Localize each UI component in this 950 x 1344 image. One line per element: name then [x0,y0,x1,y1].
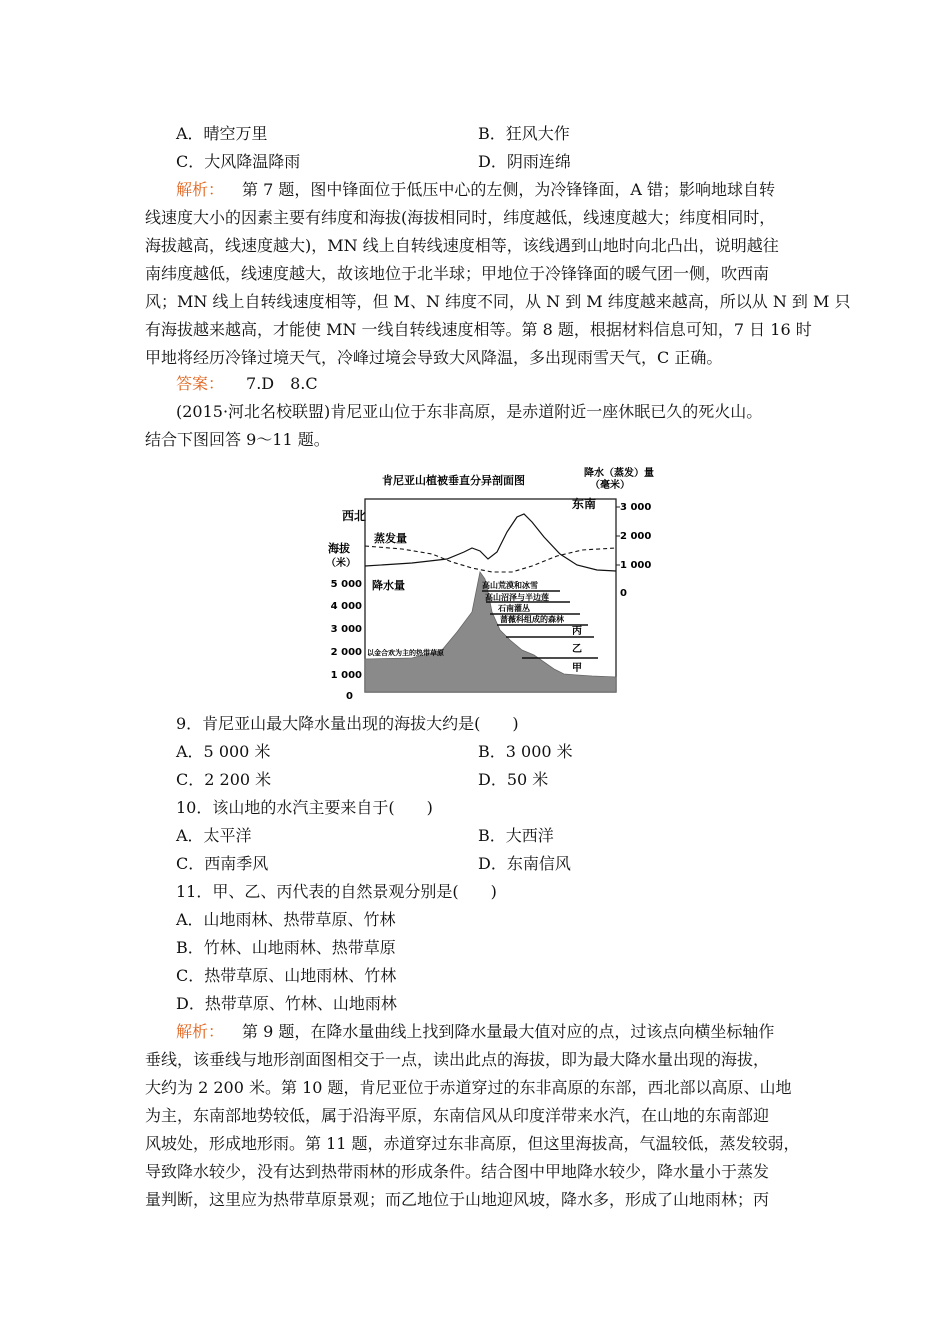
analysis-1-first-line [176,180,775,200]
answer-1 [176,374,318,394]
zone-label: 甲 [572,663,582,674]
q10-option-c: C．西南季风 [176,854,269,873]
q11-option-d: D．热带草原、竹林、山地雨林 [176,994,397,1013]
zone-label: 蔷薇科组成的森林 [500,615,564,624]
analysis-2-line: 大约为 2 200 米。第 10 题，肯尼亚位于赤道穿过的东非高原的东部，西北部以高原、山地 [145,1078,792,1097]
left-tick: 1 000 [330,670,362,681]
q10-option-a: A．太平洋 [176,826,252,845]
analysis-1-line: 第 7 题，图中锋面位于低压中心的左侧，为冷锋锋面，A 错；影响地球自转 [242,180,776,199]
intro-line-2: 结合下图回答 9～11 题。 [145,430,330,449]
zone-label: 高山沼泽与半边莲 [485,593,549,602]
left-axis-title: 海拔 [328,542,350,555]
left-tick: 5 000 [330,579,362,590]
q11-stem: 11．甲、乙、丙代表的自然景观分别是( ) [176,882,497,901]
northwest-label: 西北 [342,509,367,523]
figure-title: 肯尼亚山植被垂直分异剖面图 [382,474,525,487]
q11-option-a: A．山地雨林、热带草原、竹林 [176,910,396,929]
left-tick: 4 000 [330,601,362,612]
q9-stem: 9．肯尼亚山最大降水量出现的海拔大约是( ) [176,714,519,733]
analysis-1-line: 有海拔越来越高，才能使 MN 一线自转线速度相等。第 8 题，根据材料信息可知，7 日 16 时 [145,320,812,339]
q8-option-b: B．狂风大作 [478,124,570,143]
precipitation-label: 降水量 [372,579,405,592]
q9-option-d: D．50 米 [478,770,549,789]
analysis-1-line: 南纬度越低，线速度越大，故该地位于北半球；甲地位于冷锋锋面的暖气团一侧，吹西南 [145,264,770,283]
evaporation-curve [365,546,616,572]
analysis-1-label: 解析： [176,180,225,199]
zone-label: 乙 [572,644,582,655]
right-tick: 3 000 [620,502,652,513]
q8-option-d: D．阴雨连绵 [478,152,571,171]
right-tick: 1 000 [620,560,652,571]
analysis-2-line: 导致降水较少，没有达到热带雨林的形成条件。结合图中甲地降水较少，降水量小于蒸发 [145,1162,770,1181]
analysis-2-line: 垂线，该垂线与地形剖面图相交于一点，读出此点的海拔，即为最大降水量出现的海拔， [145,1050,770,1069]
southeast-label: 东南 [572,497,597,511]
analysis-2-label: 解析： [176,1022,225,1041]
q11-option-b: B．竹林、山地雨林、热带草原 [176,938,396,957]
q8-option-a: A．晴空万里 [176,124,268,143]
analysis-2-line: 第 9 题，在降水量曲线上找到降水量最大值对应的点，过该点向横坐标轴作 [242,1022,775,1041]
left-tick: 2 000 [330,647,362,658]
q9-option-a: A．5 000 米 [176,742,271,761]
analysis-1-line: 风；MN 线上自转线速度相等，但 M、N 纬度不同，从 N 到 M 纬度越来越高，所以从 N 到 M 只 [145,292,851,311]
left-tick: 0 [346,691,353,702]
right-tick: 0 [620,588,627,599]
zone-label: 丙 [572,626,582,637]
q10-option-b: B．大西洋 [478,826,554,845]
vertical-zonation-diagram [322,462,654,704]
left-axis-unit: （米） [326,558,356,569]
right-axis-title: 降水（蒸发）量 [584,468,654,479]
intro-line-1: (2015·河北名校联盟)肯尼亚山位于东非高原，是赤道附近一座休眠已久的死火山。 [176,402,763,421]
q9-option-b: B．3 000 米 [478,742,573,761]
zone-label: 石南灌丛 [498,604,530,613]
answer-1-label: 答案： [176,374,225,393]
analysis-2-first-line [176,1022,774,1042]
q11-option-c: C．热带草原、山地雨林、竹林 [176,966,397,985]
zone-label: 高山荒漠和冰雪 [482,581,538,590]
answer-1-text: 7.D 8.C [246,374,318,393]
analysis-1-line: 线速度大小的因素主要有纬度和海拔(海拔相同时，纬度越低，线速度越大；纬度相同时， [145,208,776,227]
right-axis-unit: （毫米） [590,480,630,491]
q9-option-c: C．2 200 米 [176,770,272,789]
q10-stem: 10．该山地的水汽主要来自于( ) [176,798,433,817]
evaporation-label: 蒸发量 [374,532,407,545]
analysis-1-line: 甲地将经历冷锋过境天气，冷峰过境会导致大风降温，多出现雨雪天气，C 正确。 [145,348,723,367]
q8-option-c: C．大风降温降雨 [176,152,301,171]
savanna-label: 以金合欢为主的热带草原 [367,649,444,657]
right-tick: 2 000 [620,531,652,542]
analysis-2-line: 为主，东南部地势较低，属于沿海平原，东南信风从印度洋带来水汽，在山地的东南部迎 [145,1106,770,1125]
analysis-2-line: 量判断，这里应为热带草原景观；而乙地位于山地迎风坡，降水多，形成了山地雨林；丙 [145,1190,770,1209]
left-tick: 3 000 [330,624,362,635]
q10-option-d: D．东南信风 [478,854,571,873]
analysis-2-line: 风坡处，形成地形雨。第 11 题，赤道穿过东非高原，但这里海拔高，气温较低，蒸发较弱， [145,1134,800,1153]
analysis-1-line: 海拔越高，线速度越大)，MN 线上自转线速度相等，该线遇到山地时向北凸出，说明越往 [145,236,779,255]
